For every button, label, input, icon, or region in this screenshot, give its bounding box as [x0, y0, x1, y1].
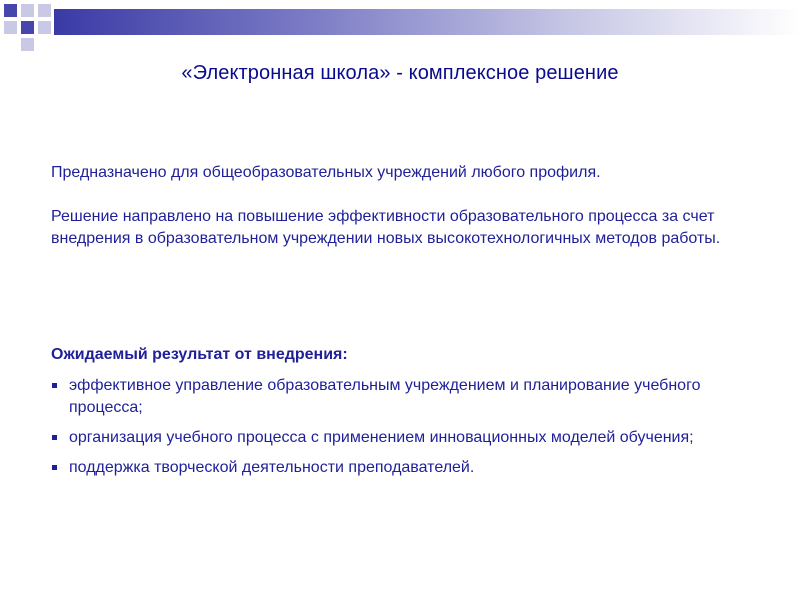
decorative-square-light — [38, 4, 51, 17]
square-bullet-icon — [52, 383, 57, 388]
list-item — [51, 457, 771, 479]
decorative-square-light — [21, 4, 34, 17]
decorative-square-light — [21, 38, 34, 51]
list-item — [51, 427, 771, 449]
list-item-text: поддержка творческой деятельности преподавателей. — [69, 459, 475, 476]
results-list — [51, 375, 771, 487]
list-item — [51, 375, 771, 419]
slide-title: «Электронная школа» - комплексное решение — [181, 62, 619, 84]
header-gradient-bar — [54, 9, 800, 35]
square-bullet-icon — [52, 435, 57, 440]
square-bullet-icon — [52, 465, 57, 470]
list-item-text: организация учебного процесса с применением инновационных моделей обучения; — [69, 429, 694, 446]
decorative-square-dark — [21, 21, 34, 34]
results-heading: Ожидаемый результат от внедрения: — [51, 346, 348, 363]
intro-paragraph: Предназначено для общеобразовательных учреждений любого профиля. — [51, 164, 601, 181]
list-item-text: эффективное управление образовательным учреждением и планирование учебного процесса; — [69, 377, 701, 416]
decorative-square-dark — [4, 4, 17, 17]
decorative-square-light — [38, 21, 51, 34]
decorative-square-light — [4, 21, 17, 34]
description-paragraph: Решение направлено на повышение эффективности образовательного процесса за счет внедрения в образовательном учреждении новых высокотехнологичных методов работы. — [51, 208, 721, 247]
